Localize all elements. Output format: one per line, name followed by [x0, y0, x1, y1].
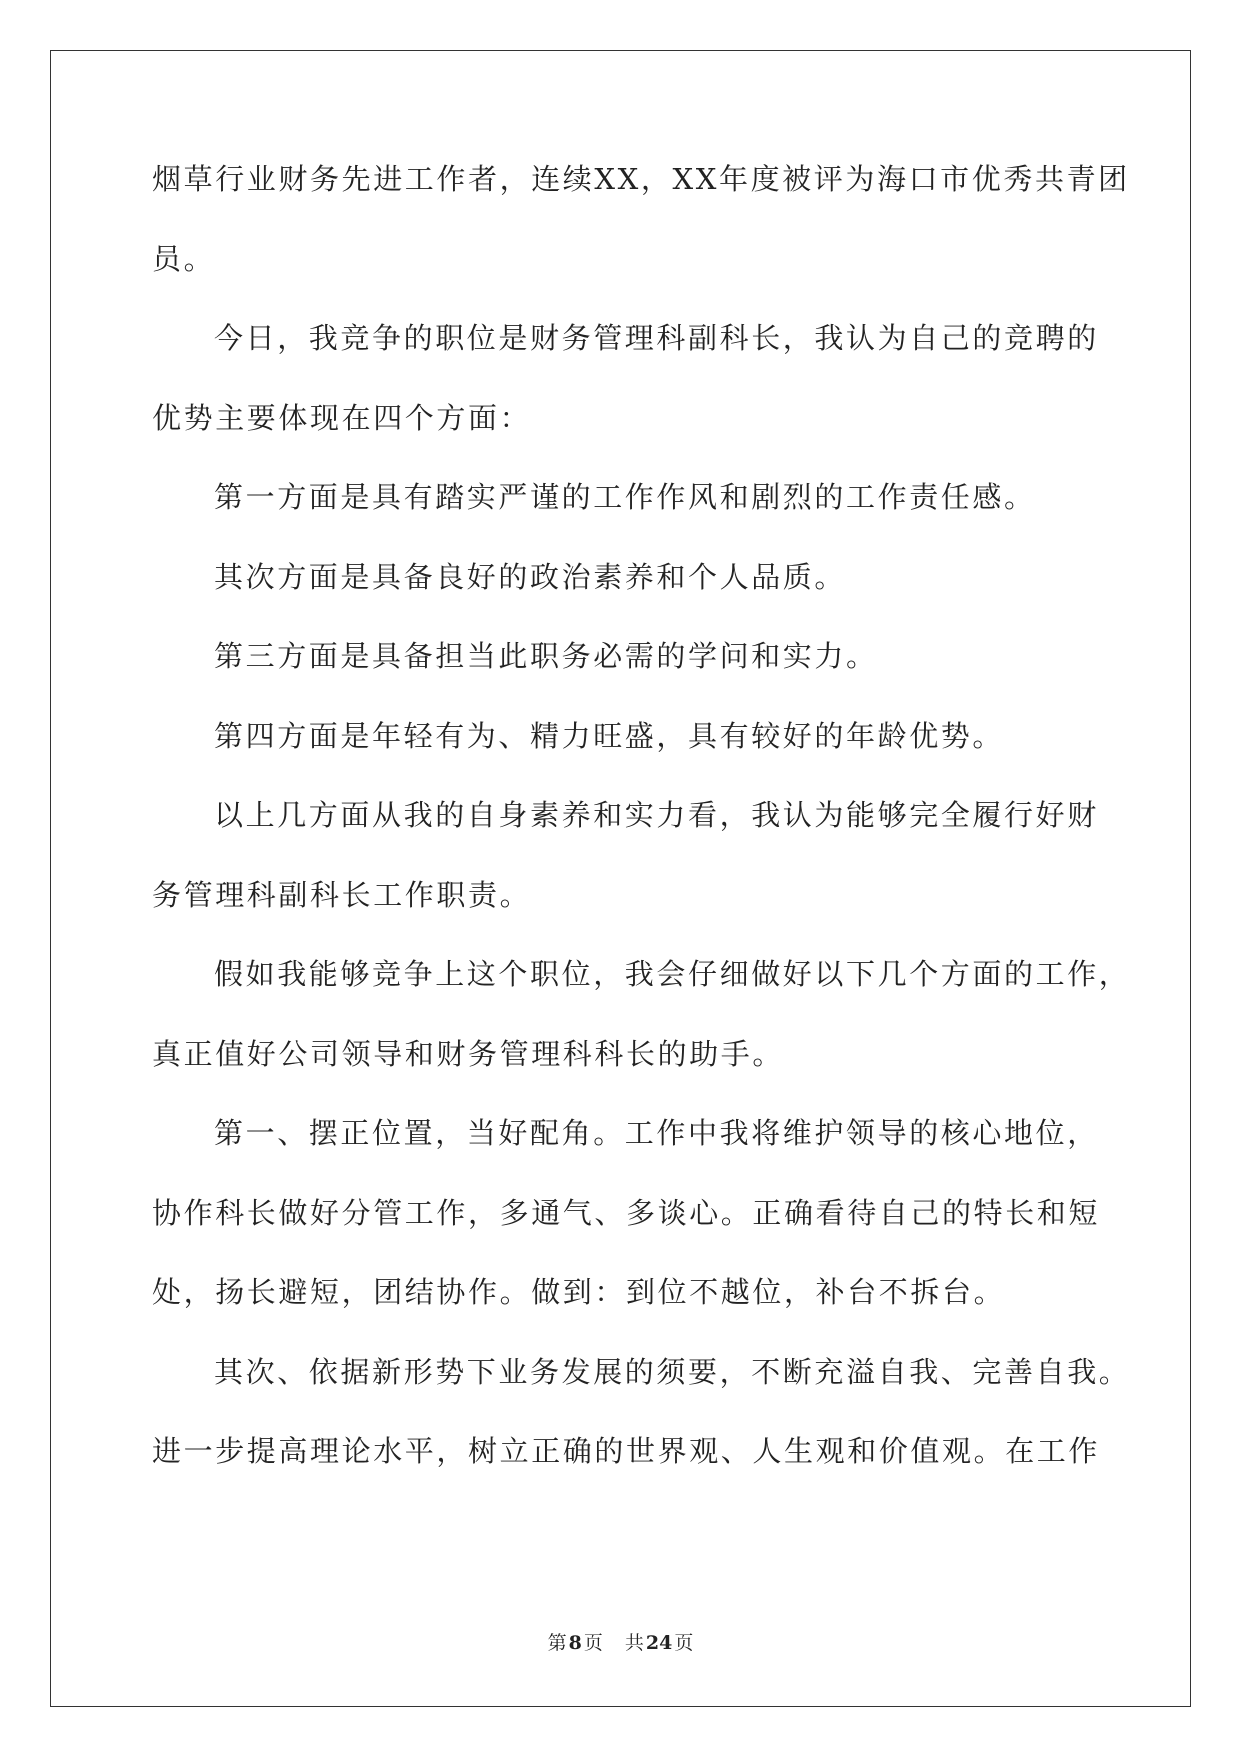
paragraph-start: 假如我能够竞争上这个职位，我会仔细做好以下几个方面的工作， — [214, 957, 1131, 991]
text-line: 务管理科副科长工作职责。 — [152, 877, 532, 912]
document-body — [152, 160, 1131, 1512]
text-line: 优势主要体现在四个方面： — [152, 400, 532, 435]
paragraph-start: 第四方面是年轻有为、精力旺盛，具有较好的年龄优势。 — [214, 718, 1005, 753]
text-line: 真正值好公司领导和财务管理科科长的助手。 — [152, 1036, 785, 1071]
page-prefix: 第 — [547, 1632, 567, 1654]
total-prefix: 共 — [624, 1632, 644, 1654]
paragraph-start: 其次、依据新形势下业务发展的须要，不断充溢自我、完善自我。 — [214, 1354, 1131, 1389]
total-pages: 24 — [645, 1632, 673, 1654]
text-line: 协作科长做好分管工作，多通气、多谈心。正确看待自己的特长和短 — [152, 1195, 1101, 1230]
paragraph-start: 以上几方面从我的自身素养和实力看，我认为能够完全履行好财 — [214, 798, 1099, 832]
paragraph-start: 其次方面是具备良好的政治素养和个人品质。 — [214, 559, 847, 594]
paragraph-start: 第一方面是具有踏实严谨的工作作风和剧烈的工作责任感。 — [214, 480, 1036, 514]
page-suffix: 页 — [583, 1632, 603, 1654]
paragraph-start: 第三方面是具备担当此职务必需的学问和实力。 — [214, 639, 878, 673]
paragraph-start: 今日，我竞争的职位是财务管理科副科长，我认为自己的竞聘的 — [214, 321, 1099, 355]
page-footer — [0, 1628, 1241, 1655]
text-line: 员。 — [152, 241, 216, 276]
text-line: 烟草行业财务先进工作者，连续XX，XX年度被评为海口市优秀共青团 — [152, 162, 1130, 196]
page-number: 8 — [568, 1632, 582, 1654]
text-line: 进一步提高理论水平，树立正确的世界观、人生观和价值观。在工作 — [152, 1434, 1101, 1468]
paragraph-start: 第一、摆正位置，当好配角。工作中我将维护领导的核心地位， — [214, 1116, 1099, 1150]
total-suffix: 页 — [674, 1632, 694, 1654]
text-line: 处，扬长避短，团结协作。做到：到位不越位，补台不拆台。 — [152, 1275, 1006, 1309]
